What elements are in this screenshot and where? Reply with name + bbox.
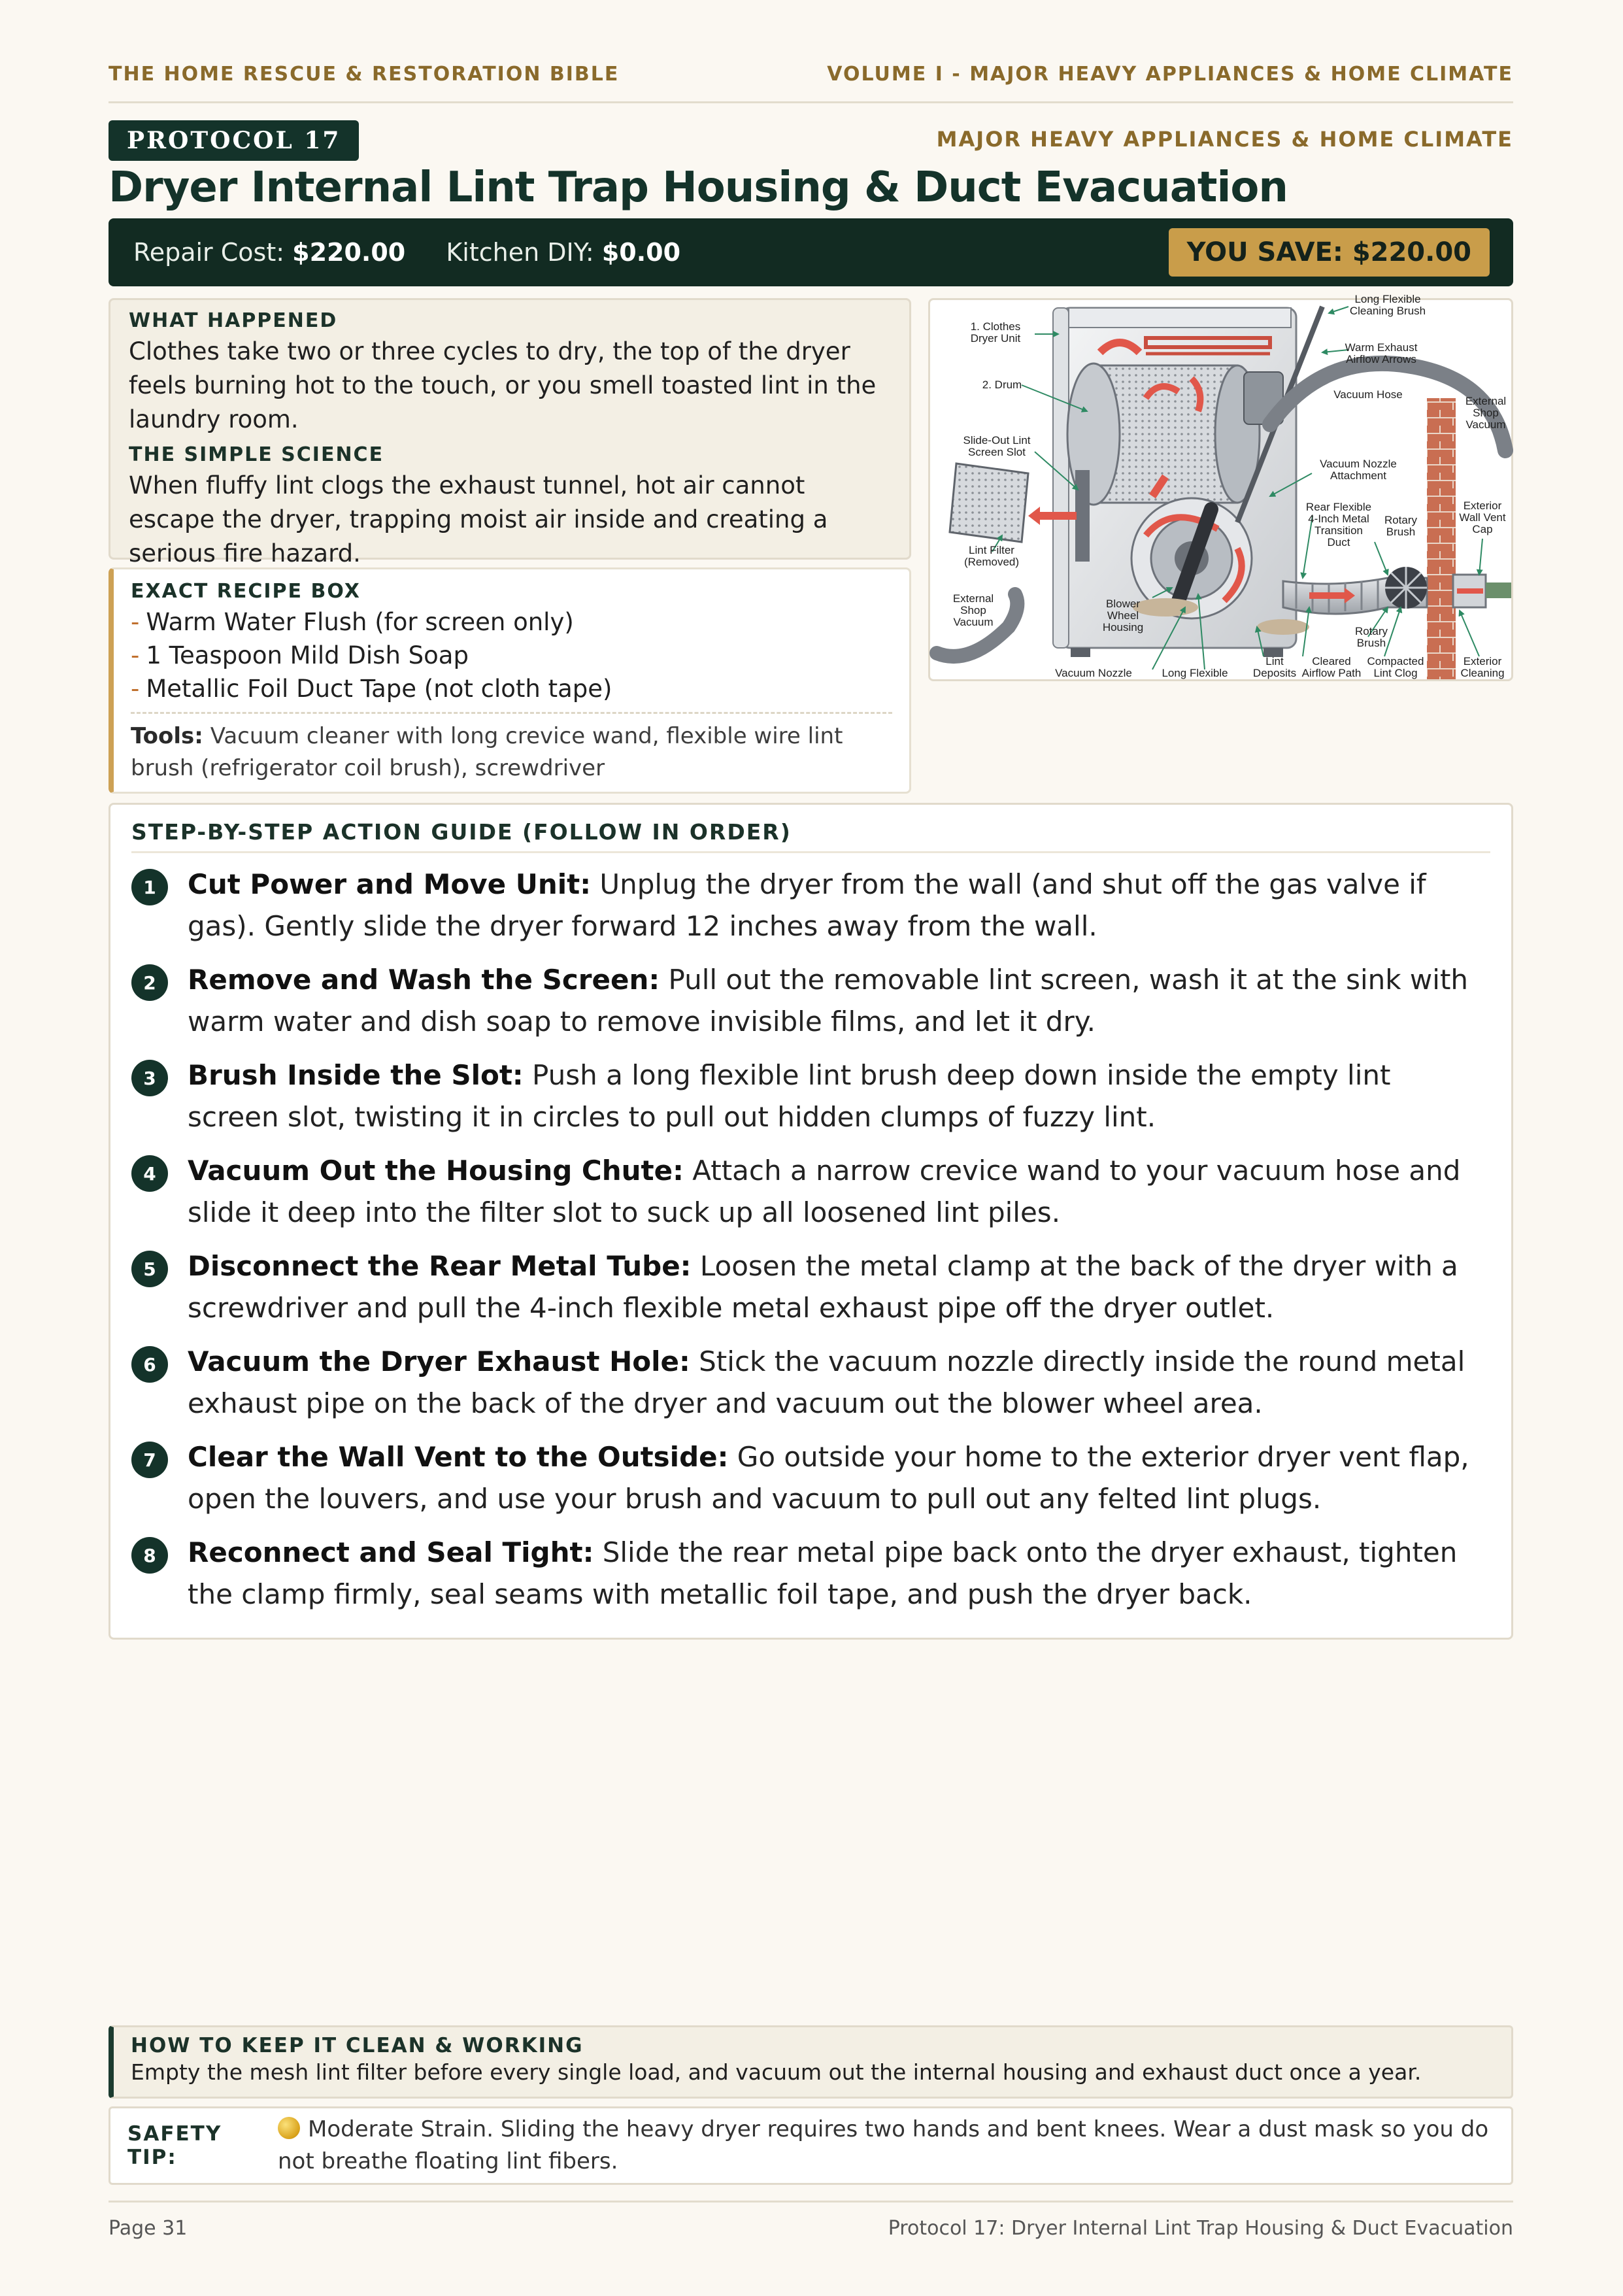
step-guide	[109, 803, 1513, 1640]
caution-dot-icon	[278, 2117, 300, 2139]
step-guide-label: STEP-BY-STEP ACTION GUIDE (FOLLOW IN ORDER)	[131, 819, 1490, 853]
safety-box	[109, 2106, 1513, 2185]
list-item	[131, 1436, 1490, 1520]
step-number: 4	[131, 1155, 168, 1192]
page-number: Page 31	[109, 2217, 188, 2240]
step-text: Cut Power and Move Unit: Unplug the dryer from the wall (and shut off the gas valve if gas). Gently slide the dryer forward 12 inches away from the wall.	[188, 868, 1426, 942]
label-nozzle-attachment: Vacuum Nozzle Attachment	[1320, 458, 1397, 482]
label-exterior-cleaning: Exterior Cleaning	[1460, 655, 1505, 679]
label-lint-slot: Slide-Out Lint Screen Slot	[963, 434, 1031, 458]
what-happened-text: Clothes take two or three cycles to dry, the top of the dryer feels burning hot to the touch, or you smell toasted lint in the laundry room.	[129, 337, 877, 433]
list-item	[131, 1150, 1490, 1234]
step-number: 5	[131, 1251, 168, 1287]
label-shop-vac-right: External Shop Vacuum	[1465, 395, 1507, 431]
list-item	[131, 1245, 1490, 1329]
maintenance-box	[109, 2025, 1513, 2099]
page-title: Dryer Internal Lint Trap Housing & Duct Evacuation	[109, 163, 1288, 212]
list-item	[131, 1532, 1490, 1615]
what-happened-box	[109, 298, 911, 567]
recipe-label: EXACT RECIPE BOX	[131, 580, 361, 603]
safety-text-block	[278, 2114, 1494, 2178]
volume-title: VOLUME I - MAJOR HEAVY APPLIANCES & HOME CLIMATE	[827, 63, 1513, 86]
list-item	[131, 1055, 1490, 1138]
label-vacuum-hose: Vacuum Hose	[1333, 388, 1403, 401]
step-text: Vacuum Out the Housing Chute: Attach a narrow crevice wand to your vacuum hose and slide it deep into the filter slot to suck up all loosened lint piles.	[188, 1155, 1461, 1228]
book-title: THE HOME RESCUE & RESTORATION BIBLE	[109, 63, 620, 86]
recipe-item: - Warm Water Flush (for screen only)	[131, 608, 574, 636]
step-number: 8	[131, 1537, 168, 1574]
dryer-illustration	[930, 293, 1511, 679]
cost-summary	[133, 238, 680, 267]
step-number: 7	[131, 1442, 168, 1478]
safety-label: SAFETY TIP:	[127, 2122, 222, 2169]
recipe-box	[109, 567, 911, 794]
cost-bar	[109, 218, 1513, 286]
label-rear-flexible-duct: Rear Flexible 4-Inch Metal Transition Duct	[1305, 501, 1372, 549]
label-warm-exhaust: Warm Exhaust Airflow Arrows	[1345, 341, 1418, 365]
label-lint-filter: Lint Filter (Removed)	[963, 544, 1020, 568]
label-drum: 2. Drum	[982, 379, 1022, 391]
label-cleaning-brush: Long Flexible Cleaning Brush	[1349, 293, 1426, 317]
footer-title: Protocol 17: Dryer Internal Lint Trap Housing & Duct Evacuation	[888, 2217, 1513, 2240]
label-cleared-airflow: Cleared Airflow Path	[1301, 655, 1362, 679]
science-text: When fluffy lint clogs the exhaust tunnel, hot air cannot escape the dryer, trapping moist air inside and creating a serious fire hazard.	[129, 471, 828, 567]
science-label: THE SIMPLE SCIENCE	[129, 443, 384, 466]
step-text: Clear the Wall Vent to the Outside: Go outside your home to the exterior dryer vent flap, open the louvers, and use your brush and vacuum to pull out any felted lint plugs.	[188, 1441, 1469, 1515]
step-text: Disconnect the Rear Metal Tube: Loosen the metal clamp at the back of the dryer with a screwdriver and pull the 4-inch flexible metal exhaust pipe off the dryer outlet.	[188, 1250, 1458, 1324]
label-rotary-brush-bottom: Rotary Brush	[1354, 625, 1388, 649]
step-number: 3	[131, 1060, 168, 1096]
step-number: 6	[131, 1346, 168, 1383]
tools-label: Tools:	[131, 723, 203, 749]
label-long-flexible: Long Flexible	[1162, 667, 1228, 679]
step-text: Remove and Wash the Screen: Pull out the removable lint screen, wash it at the sink with warm water and dish soap to remove invisible films, and let it dry.	[188, 964, 1469, 1038]
label-shop-vac-left: External Shop Vacuum	[952, 592, 994, 628]
category-label: MAJOR HEAVY APPLIANCES & HOME CLIMATE	[936, 127, 1513, 152]
recipe-item: - Metallic Foil Duct Tape (not cloth tape)	[131, 675, 612, 703]
savings-badge: YOU SAVE: $220.00	[1169, 228, 1490, 277]
recipe-item: - 1 Teaspoon Mild Dish Soap	[131, 641, 469, 669]
what-happened-label: WHAT HAPPENED	[129, 309, 338, 332]
tools-line	[131, 712, 892, 785]
step-text: Reconnect and Seal Tight: Slide the rear metal pipe back onto the dryer exhaust, tighten the clamp firmly, seal seams with metallic foil tape, and push the dryer back.	[188, 1536, 1458, 1610]
page-footer	[109, 2201, 1513, 2240]
document-page	[109, 0, 1513, 2296]
list-item	[131, 1341, 1490, 1425]
step-number: 2	[131, 964, 168, 1001]
running-header	[109, 63, 1513, 103]
repair-cost-label: Repair Cost:	[133, 238, 285, 267]
safety-text: Moderate Strain. Sliding the heavy dryer requires two hands and bent knees. Wear a dust mask so you do not breathe floating lint fibers.	[278, 2116, 1489, 2174]
dryer-diagram	[928, 293, 1513, 681]
repair-cost-value: $220.00	[292, 238, 406, 267]
diy-cost-value: $0.00	[601, 238, 681, 267]
label-rotary-brush-top: Rotary Brush	[1384, 514, 1418, 538]
label-compacted-clog: Compacted Lint Clog	[1367, 655, 1424, 679]
label-vacuum-nozzle: Vacuum Nozzle	[1055, 667, 1132, 679]
step-text: Vacuum the Dryer Exhaust Hole: Stick the vacuum nozzle directly inside the round metal exhaust pipe on the back of the dryer and vacuum out the blower wheel area.	[188, 1345, 1465, 1419]
maintenance-text: Empty the mesh lint filter before every single load, and vacuum out the internal housing and exhaust duct once a year.	[131, 2059, 1422, 2085]
label-blower: Blower Wheel Housing	[1102, 598, 1144, 633]
label-clothes-dryer: 1. Clothes Dryer Unit	[970, 320, 1021, 345]
maintenance-label: HOW TO KEEP IT CLEAN & WORKING	[131, 2034, 584, 2057]
list-item	[131, 959, 1490, 1043]
tools-text: Vacuum cleaner with long crevice wand, flexible wire lint brush (refrigerator coil brush), screwdriver	[131, 723, 843, 781]
protocol-badge: PROTOCOL 17	[109, 120, 359, 161]
label-wall-vent-cap: Exterior Wall Vent Cap	[1459, 499, 1506, 535]
step-number: 1	[131, 869, 168, 905]
recipe-list	[131, 605, 892, 705]
list-item	[131, 864, 1490, 947]
label-lint-deposits: Lint Deposits	[1252, 655, 1297, 679]
diy-cost-label: Kitchen DIY:	[446, 238, 594, 267]
step-text: Brush Inside the Slot: Push a long flexible lint brush deep down inside the empty lint screen slot, twisting it in circles to pull out hidden clumps of fuzzy lint.	[188, 1059, 1391, 1133]
